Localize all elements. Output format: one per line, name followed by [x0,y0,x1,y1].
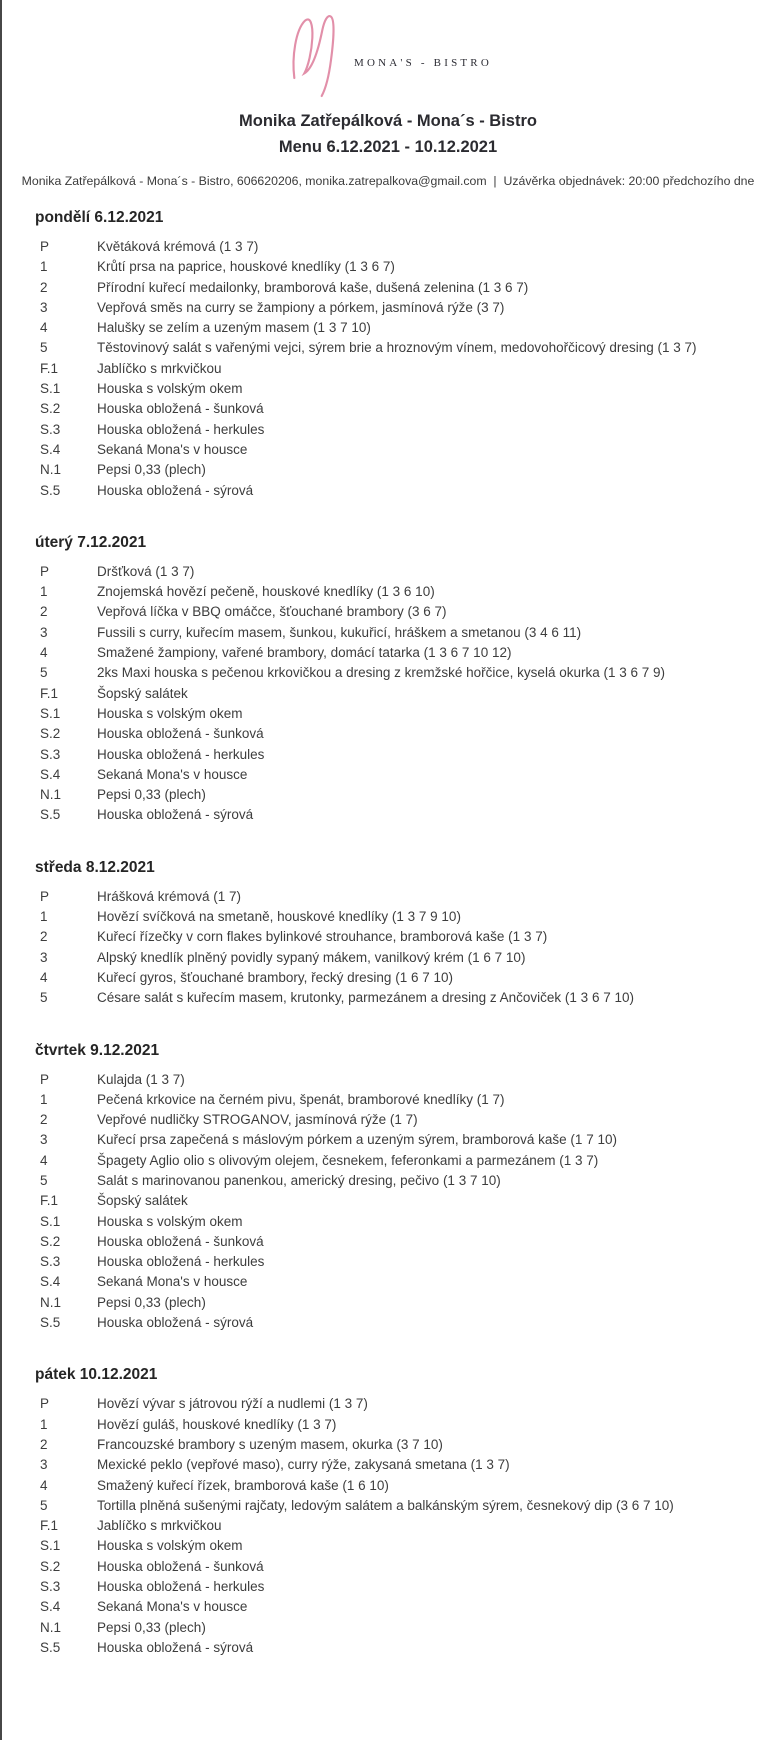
item-name: Dršťková (1 3 7) [97,563,195,579]
item-code: N.1 [40,1619,62,1635]
menu-row [35,1212,746,1232]
day-title: čtvrtek 9.12.2021 [35,1041,160,1059]
menu-row [35,278,746,298]
item-name: Jablíčko s mrkvičkou [97,1518,222,1534]
item-code: 4 [40,645,48,661]
item-name: Jablíčko s mrkvičkou [97,360,222,376]
item-code: N.1 [40,1294,62,1310]
item-code: S.5 [40,1315,61,1331]
menu-row [35,1394,746,1414]
menu-row [35,1191,746,1211]
item-code: S.3 [40,746,61,762]
item-name: Alpský knedlík plněný povidly sypaný mákem, vanilkový krém (1 6 7 10) [97,949,526,965]
menu-row [35,257,746,277]
day-section [2,1042,774,1334]
menu-row [35,1151,746,1171]
menu-row [35,1130,746,1150]
menu-row [35,1476,746,1496]
item-code: 2 [40,1112,48,1128]
item-code: S.1 [40,1213,61,1229]
item-name: Houska obložená - sýrová [97,1315,254,1331]
item-name: Kuřecí gyros, šťouchané brambory, řecký dresing (1 6 7 10) [97,969,453,985]
item-code: 1 [40,584,48,600]
item-name: Smažený kuřecí řízek, bramborová kaše (1 6 10) [97,1477,389,1493]
item-code: S.3 [40,421,61,437]
item-name: Halušky se zelím a uzeným masem (1 3 7 10) [97,320,371,336]
item-code: F.1 [40,1518,59,1534]
item-name: Houska obložená - sýrová [97,807,254,823]
item-code: 2 [40,604,48,620]
menu-days [2,209,774,1718]
item-name: Šopský salátek [97,685,188,701]
menu-row [35,948,746,968]
item-name: Přírodní kuřecí medailonky, bramborová kaše, dušená zelenina (1 3 6 7) [97,279,529,295]
day-rows [35,887,746,1009]
menu-row [35,1618,746,1638]
item-name: Těstovinový salát s vařenými vejci, sýrem brie a hroznovým vínem, medovohořčicový dresing (1 3 7) [97,340,697,356]
menu-date-range: Menu 6.12.2021 - 10.12.2021 [278,138,498,156]
menu-row [35,704,746,724]
item-name: Sekaná Mona's v housce [97,766,248,782]
menu-row [35,420,746,440]
day-rows [35,1394,746,1658]
menu-row [35,988,746,1008]
item-code: S.5 [40,482,61,498]
menu-row [35,1090,746,1110]
item-name: Znojemská hovězí pečeně, houskové knedlíky (1 3 6 10) [97,584,435,600]
item-code: S.1 [40,381,61,397]
day-section [2,859,774,1009]
item-name: Sekaná Mona's v housce [97,1599,248,1615]
item-code: P [40,888,50,904]
item-code: S.5 [40,1639,61,1655]
menu-row [35,684,746,704]
menu-row [35,968,746,988]
menu-row [35,1293,746,1313]
item-code: S.2 [40,1558,61,1574]
item-name: Krůtí prsa na paprice, houskové knedlíky (1 3 6 7) [97,259,395,275]
day-section [2,209,774,501]
menu-row [35,663,746,683]
item-name: 2ks Maxi houska s pečenou krkovičkou a dresing z kremžské hořčice, kyselá okurka (1 3 6 7 9) [97,665,666,681]
bistro-logo [2,10,774,98]
item-name: Houska s volským okem [97,705,243,721]
menu-row [35,440,746,460]
item-code: F.1 [40,1193,59,1209]
item-code: 5 [40,1172,48,1188]
item-code: S.2 [40,1233,61,1249]
item-name: Mexické peklo (vepřové maso), curry rýže, zakysaná smetana (1 3 7) [97,1457,510,1473]
item-name: Césare salát s kuřecím masem, krutonky, parmezánem a dresing z Ančoviček (1 3 6 7 10) [97,990,634,1006]
menu-row [35,1536,746,1556]
menu-row [35,724,746,744]
item-code: 1 [40,1091,48,1107]
item-name: Houska s volským okem [97,1538,243,1554]
item-code: N.1 [40,787,62,803]
day-rows [35,1070,746,1334]
item-name: Pepsi 0,33 (plech) [97,787,206,803]
menu-row [35,1171,746,1191]
item-code: S.2 [40,726,61,742]
item-name: Vepřová směs na curry se žampiony a pórkem, jasmínová rýže (3 7) [97,299,505,315]
day-title: pondělí 6.12.2021 [35,209,164,226]
item-code: 5 [40,340,48,356]
menu-row [35,623,746,643]
menu-row [35,1232,746,1252]
menu-row [35,379,746,399]
item-code: S.4 [40,766,61,782]
menu-row [35,481,746,501]
item-name: Tortilla plněná sušenými rajčaty, ledovým salátem a balkánským sýrem, česnekový dip (3 6 7 10) [97,1497,674,1513]
item-code: 3 [40,949,48,965]
menu-row [35,1577,746,1597]
item-code: 1 [40,1416,48,1432]
item-name: Houska obložená - sýrová [97,482,254,498]
day-section [2,1366,774,1658]
item-name: Pepsi 0,33 (plech) [97,1294,206,1310]
item-code: P [40,1396,50,1412]
menu-row [35,1455,746,1475]
menu-row [35,887,746,907]
menu-row [35,338,746,358]
item-name: Houska obložená - herkules [97,421,265,437]
menu-row [35,318,746,338]
item-name: Houska obložená - herkules [97,1254,265,1270]
item-code: 5 [40,990,48,1006]
item-code: F.1 [40,685,59,701]
item-name: Salát s marinovanou panenkou, americký dresing, pečivo (1 3 7 10) [97,1172,501,1188]
item-name: Houska s volským okem [97,381,243,397]
item-name: Šopský salátek [97,1193,188,1209]
item-name: Houska obložená - herkules [97,746,265,762]
menu-row [35,1516,746,1536]
item-code: S.1 [40,705,61,721]
item-name: Sekaná Mona's v housce [97,1274,248,1290]
menu-row [35,745,746,765]
item-code: 4 [40,320,48,336]
item-name: Houska obložená - herkules [97,1579,265,1595]
item-code: 4 [40,969,48,985]
item-name: Houska obložená - šunková [97,726,264,742]
item-code: 1 [40,909,48,925]
item-name: Hovězí guláš, houskové knedlíky (1 3 7) [97,1416,337,1432]
item-code: S.3 [40,1254,61,1270]
day-section [2,534,774,826]
item-code: 5 [40,665,48,681]
item-code: F.1 [40,360,59,376]
menu-row [35,1272,746,1292]
item-name: Kulajda (1 3 7) [97,1071,185,1087]
item-name: Pečená krkovice na černém pivu, špenát, bramborové knedlíky (1 7) [97,1091,505,1107]
item-code: S.5 [40,807,61,823]
item-name: Houska s volským okem [97,1213,243,1229]
day-title: středa 8.12.2021 [35,858,155,876]
item-name: Vepřová líčka v BBQ omáčce, šťouchané brambory (3 6 7) [97,604,447,620]
item-code: 1 [40,259,48,275]
item-code: 3 [40,624,48,640]
menu-row [35,907,746,927]
item-name: Francouzské brambory s uzeným masem, okurka (3 7 10) [97,1436,443,1452]
menu-row [35,1496,746,1516]
menu-row [35,1638,746,1658]
item-code: 3 [40,1457,48,1473]
menu-row [35,805,746,825]
day-title: pátek 10.12.2021 [35,1366,158,1384]
item-name: Fussili s curry, kuřecím masem, šunkou, kukuřicí, hráškem a smetanou (3 4 6 11) [97,624,582,640]
menu-row [35,1313,746,1333]
item-name: Hovězí svíčková na smetaně, houskové knedlíky (1 3 7 9 10) [97,909,461,925]
menu-row [35,298,746,318]
day-rows [35,237,746,501]
day-title: úterý 7.12.2021 [35,533,147,551]
menu-row [35,359,746,379]
item-name: Smažené žampiony, vařené brambory, domácí tatarka (1 3 6 7 10 12) [97,645,512,661]
item-name: Kuřecí prsa zapečená s máslovým pórkem a uzeným sýrem, bramborová kaše (1 7 10) [97,1132,617,1148]
item-code: 4 [40,1477,48,1493]
item-code: 2 [40,1436,48,1452]
menu-row [35,1557,746,1577]
item-code: N.1 [40,462,62,478]
item-code: S.3 [40,1579,61,1595]
menu-row [35,1070,746,1090]
item-name: Vepřové nudličky STROGANOV, jasmínová rýže (1 7) [97,1112,418,1128]
item-name: Houska obložená - šunková [97,1233,264,1249]
item-name: Houska obložená - šunková [97,1558,264,1574]
item-code: S.2 [40,401,61,417]
item-name: Houska obložená - šunková [97,401,264,417]
item-code: S.4 [40,1599,61,1615]
menu-row [35,1252,746,1272]
item-code: S.1 [40,1538,61,1554]
item-name: Květáková krémová (1 3 7) [97,239,259,254]
menu-row [35,582,746,602]
item-code: P [40,239,50,254]
menu-row [35,765,746,785]
logo-monogram-icon [284,10,346,98]
menu-row [35,399,746,419]
menu-row [35,785,746,805]
item-code: 5 [40,1497,48,1513]
item-code: S.4 [40,1274,61,1290]
item-code: P [40,563,50,579]
item-code: S.4 [40,441,61,457]
menu-row [35,1415,746,1435]
item-name: Hrášková krémová (1 7) [97,888,242,904]
item-code: P [40,1071,50,1087]
item-name: Houska obložená - sýrová [97,1639,254,1655]
item-name: Sekaná Mona's v housce [97,441,248,457]
item-code: 4 [40,1152,48,1168]
menu-row [35,643,746,663]
item-code: 2 [40,279,48,295]
menu-row [35,1597,746,1617]
contact-line: Monika Zatřepálková - Mona´s - Bistro, 606620206, monika.zatrepalkova@gmail.com | Uzávěrka objednávek: 20:00 předchozího dne [21,174,755,188]
menu-row [35,1110,746,1130]
menu-row [35,562,746,582]
menu-header [2,0,774,188]
item-name: Hovězí vývar s játrovou rýží a nudlemi (1 3 7) [97,1396,368,1412]
item-name: Kuřecí řízečky v corn flakes bylinkové strouhance, bramborová kaše (1 3 7) [97,929,548,945]
item-name: Pepsi 0,33 (plech) [97,462,206,478]
item-code: 2 [40,929,48,945]
item-code: 3 [40,299,48,315]
menu-row [35,460,746,480]
page-title: Monika Zatřepálková - Mona´s - Bistro [239,112,537,130]
menu-row [35,927,746,947]
logo-wordmark: MONA'S - BISTRO [354,57,492,69]
menu-row [35,602,746,622]
menu-row [35,1435,746,1455]
menu-row [35,237,746,257]
item-name: Špagety Aglio olio s olivovým olejem, česnekem, feferonkami a parmezánem (1 3 7) [97,1152,599,1168]
day-rows [35,562,746,826]
item-name: Pepsi 0,33 (plech) [97,1619,206,1635]
item-code: 3 [40,1132,48,1148]
